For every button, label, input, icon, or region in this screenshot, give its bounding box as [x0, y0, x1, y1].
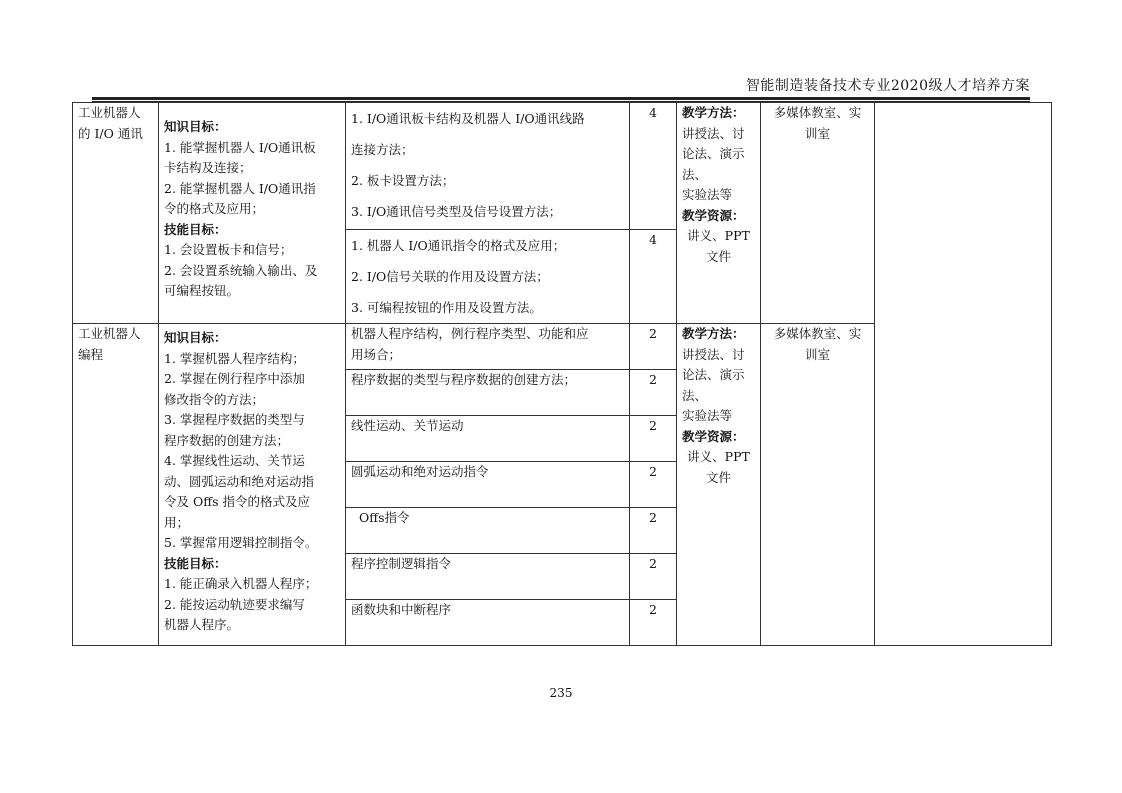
venue-cell	[761, 324, 875, 646]
method-line: 讲授法、讨	[682, 346, 745, 362]
content-line: 2. 板卡设置方法；	[351, 173, 455, 188]
venue-line: 多媒体教室、实	[773, 326, 862, 341]
curriculum-table	[72, 102, 1052, 646]
goal-line: 3. 掌握程序数据的类型与	[164, 412, 305, 427]
goal-line: 程序数据的创建方法；	[164, 432, 290, 448]
goal-line: 2. 掌握在例行程序中添加	[164, 371, 305, 386]
content-line: 机器人程序结构，例行程序类型、功能和应	[351, 326, 589, 341]
goal-line: 1. 能掌握机器人 I/O通讯板	[164, 139, 316, 155]
goal-line: 用；	[164, 514, 190, 530]
hours-cell: 2	[630, 324, 677, 370]
content-line: 3. 可编程按钮的作用及设置方法。	[351, 300, 542, 315]
teaching-resource-title: 教学资源：	[682, 428, 745, 444]
page-number: 235	[549, 686, 573, 700]
table-row	[73, 103, 1052, 230]
method-line: 法、	[682, 166, 708, 182]
content-line: 3. I/O通讯信号类型及信号设置方法；	[351, 204, 562, 219]
goal-line: 卡结构及连接；	[164, 160, 252, 175]
content-cell: 程序控制逻辑指令	[346, 554, 630, 600]
resource-line: 文件	[705, 469, 731, 485]
goal-line: 令的格式及应用；	[164, 201, 265, 216]
content-line: 用场合；	[351, 346, 402, 362]
module-name-line: 编程	[78, 346, 104, 362]
hours-cell: 2	[630, 554, 677, 600]
skill-line: 1. 会设置板卡和信号；	[164, 242, 293, 257]
method-line: 法、	[682, 387, 708, 403]
content-cell: 圆弧运动和绝对运动指令	[346, 462, 630, 508]
goal-line: 2. 能掌握机器人 I/O通讯指	[164, 180, 316, 196]
teaching-resource-title: 教学资源：	[682, 207, 745, 223]
content-line: 连接方法；	[351, 142, 414, 157]
content-cell	[346, 103, 630, 230]
module-name-line: 工业机器人	[78, 105, 141, 120]
hours-cell: 2	[630, 462, 677, 508]
content-cell: 程序数据的类型与程序数据的创建方法；	[346, 370, 630, 416]
venue-line: 训室	[804, 125, 830, 141]
content-cell	[346, 230, 630, 324]
venue-line: 多媒体教室、实	[773, 105, 862, 120]
hours-cell: 2	[630, 370, 677, 416]
method-line: 实验法等	[682, 408, 733, 423]
content-cell: 线性运动、关节运动	[346, 416, 630, 462]
blank-column-cell	[875, 103, 1052, 646]
teaching-method-title: 教学方法：	[682, 105, 745, 120]
teaching-method-title: 教学方法：	[682, 326, 745, 341]
skill-line: 1. 能正确录入机器人程序；	[164, 576, 318, 591]
hours-cell: 2	[630, 508, 677, 554]
content-cell: Offs指令	[346, 508, 630, 554]
skill-goals-title: 技能目标：	[164, 221, 227, 237]
method-line: 论法、演示	[682, 367, 745, 382]
hours-cell: 4	[630, 230, 677, 324]
skill-line: 2. 能按运动轨迹要求编写	[164, 596, 305, 612]
module-name-line: 的 I/O 通讯	[78, 125, 143, 141]
skill-goals-title: 技能目标：	[164, 555, 227, 571]
goal-line: 修改指令的方法；	[164, 391, 265, 407]
knowledge-goals-title: 知识目标：	[164, 119, 227, 134]
venue-cell	[761, 103, 875, 324]
page-header-title: 智能制造装备技术专业2020级人才培养方案	[745, 78, 1030, 94]
method-line: 实验法等	[682, 187, 733, 202]
module-name-cell	[73, 324, 159, 646]
hours-cell: 2	[630, 600, 677, 646]
content-line: 1. 机器人 I/O通讯指令的格式及应用；	[351, 238, 566, 253]
method-line: 讲授法、讨	[682, 125, 745, 141]
content-line: 2. I/O信号关联的作用及设置方法；	[351, 269, 549, 284]
goal-line: 动、圆弧运动和绝对运动指	[164, 473, 315, 489]
content-line: 1. I/O通讯板卡结构及机器人 I/O通讯线路	[351, 111, 585, 126]
hours-cell: 4	[630, 103, 677, 230]
goal-line: 5. 掌握常用逻辑控制指令。	[164, 535, 318, 550]
content-cell: 函数块和中断程序	[346, 600, 630, 646]
content-cell	[346, 324, 630, 370]
goal-line: 4. 掌握线性运动、关节运	[164, 453, 305, 468]
header-rule	[92, 97, 1030, 100]
resource-line: 讲义、PPT	[687, 449, 750, 464]
resource-line: 讲义、PPT	[687, 228, 750, 243]
method-cell	[677, 324, 761, 646]
goal-line: 令及 Offs 指令的格式及应	[164, 494, 310, 509]
method-cell	[677, 103, 761, 324]
skill-line: 机器人程序。	[164, 617, 240, 632]
skill-line: 2. 会设置系统输入输出、及	[164, 262, 318, 278]
module-name-cell	[73, 103, 159, 324]
goal-line: 1. 掌握机器人程序结构；	[164, 350, 305, 366]
goals-cell	[159, 103, 346, 324]
skill-line: 可编程按钮。	[164, 283, 240, 298]
method-line: 论法、演示	[682, 146, 745, 161]
goals-cell	[159, 324, 346, 646]
venue-line: 训室	[804, 346, 830, 362]
resource-line: 文件	[705, 248, 731, 264]
hours-cell: 2	[630, 416, 677, 462]
module-name-line: 工业机器人	[78, 326, 141, 341]
knowledge-goals-title: 知识目标：	[164, 330, 227, 345]
